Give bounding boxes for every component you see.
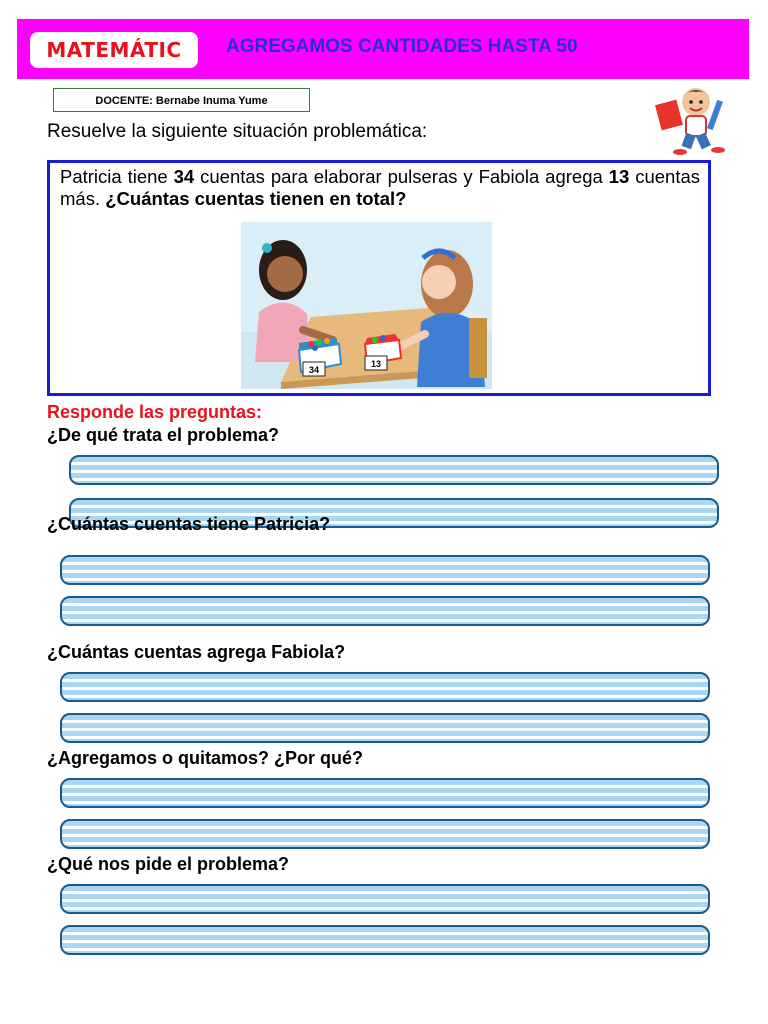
- answer-line-4b[interactable]: [60, 819, 710, 849]
- subject-badge: MATEMÁTIC: [30, 32, 198, 68]
- question-3: ¿Cuántas cuentas agrega Fabiola?: [47, 642, 346, 662]
- answer-line-5a[interactable]: [60, 884, 710, 914]
- teacher-label: DOCENTE: Bernabe Inuma Yume: [53, 88, 310, 112]
- page-title: AGREGAMOS CANTIDADES HASTA 50: [226, 36, 578, 57]
- student-mascot-icon: [656, 80, 736, 160]
- answer-line-3a[interactable]: [60, 672, 710, 702]
- answer-line-3b[interactable]: [60, 713, 710, 743]
- answer-line-2b[interactable]: [60, 596, 710, 626]
- answer-line-1a[interactable]: [69, 455, 719, 485]
- box-label-34: 34: [308, 365, 320, 375]
- answer-line-5b[interactable]: [60, 925, 710, 955]
- instruction-text: Resuelve la siguiente situación problemática:: [47, 121, 428, 142]
- answer-line-4a[interactable]: [60, 778, 710, 808]
- questions-heading: Responde las preguntas:: [47, 402, 263, 422]
- problem-statement: Patricia tiene 34 cuentas para elaborar pulseras y Fabiola agrega 13 cuentas más. ¿Cuántas cuentas tienen en total?: [60, 166, 700, 209]
- question-2: ¿Cuántas cuentas tiene Patricia?: [47, 514, 331, 534]
- question-1: ¿De qué trata el problema?: [47, 425, 280, 445]
- box-label-13: 13: [370, 359, 382, 369]
- answer-line-2a[interactable]: [60, 555, 710, 585]
- question-4: ¿Agregamos o quitamos? ¿Por qué?: [47, 748, 364, 768]
- question-5: ¿Qué nos pide el problema?: [47, 854, 290, 874]
- problem-illustration: [241, 222, 492, 389]
